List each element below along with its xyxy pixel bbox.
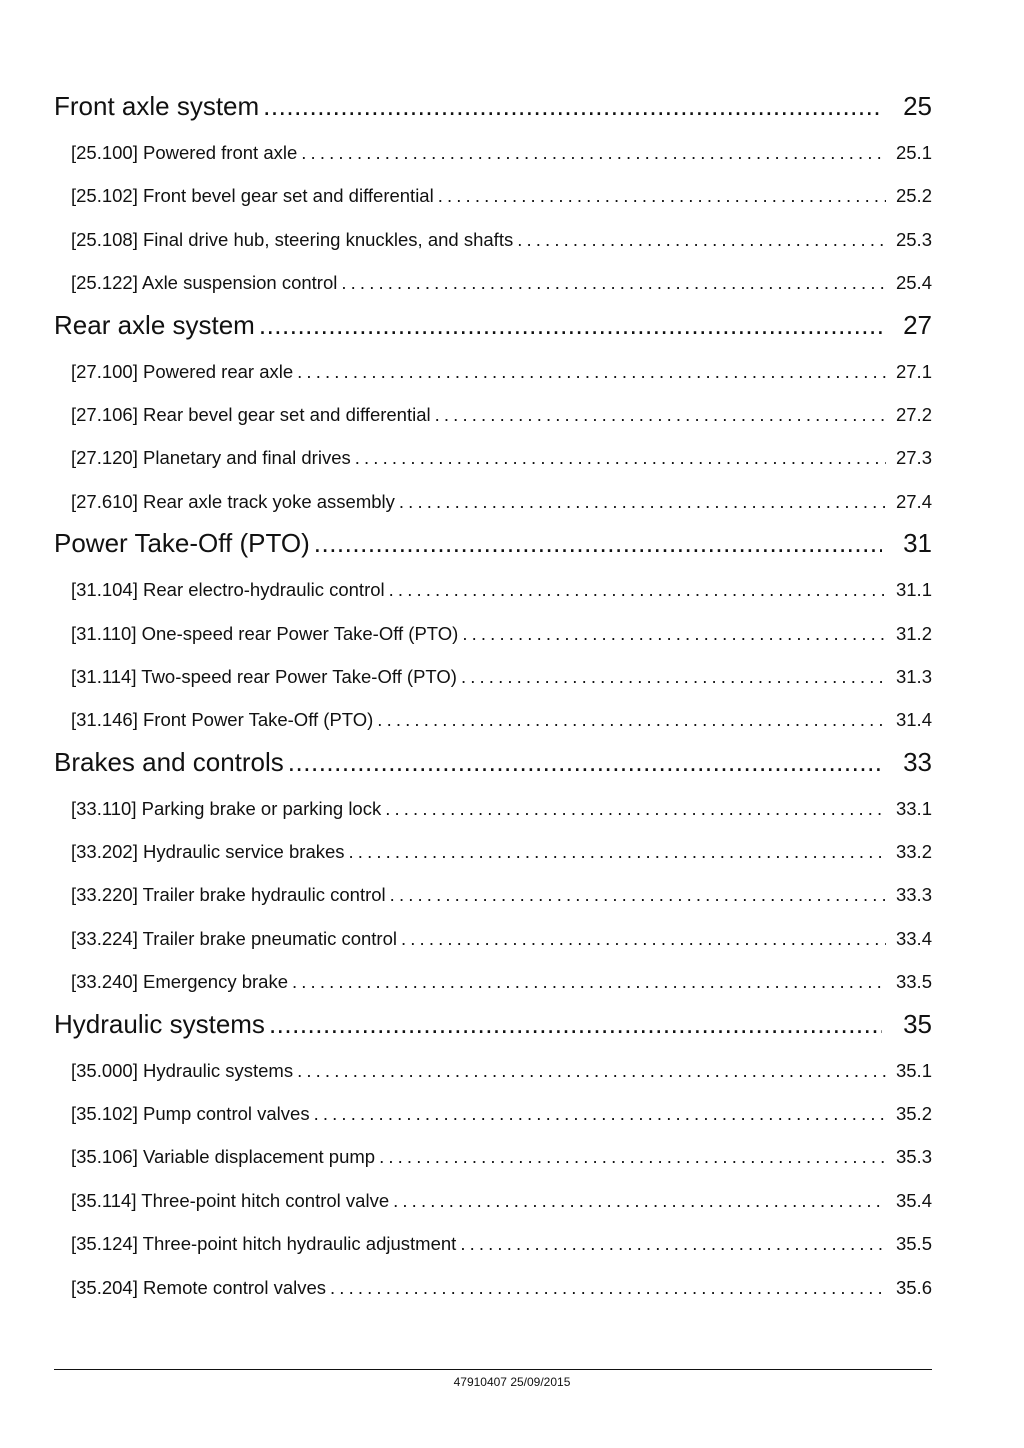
toc-item-title: [31.146] Front Power Take-Off (PTO): [71, 709, 374, 731]
toc-item-title: [27.106] Rear bevel gear set and differential: [71, 403, 431, 425]
dot-leader: [379, 1135, 886, 1178]
toc-item-entry[interactable]: [54, 174, 932, 217]
toc-section-page-number: 25: [903, 91, 932, 121]
toc-item-entry[interactable]: [54, 1222, 932, 1265]
toc-section-page-number: 31: [903, 528, 932, 559]
dot-leader: [460, 1222, 886, 1265]
toc-item-entry[interactable]: [54, 655, 932, 698]
toc-section-entry[interactable]: [54, 742, 932, 782]
toc-item-title: [35.204] Remote control valves: [71, 1276, 327, 1298]
toc-section-entry[interactable]: [54, 305, 932, 345]
toc-item-entry[interactable]: [54, 480, 932, 523]
toc-item-title: [33.220] Trailer brake hydraulic control: [71, 884, 386, 906]
toc-item-entry[interactable]: [54, 1049, 932, 1092]
toc-item-title: [25.102] Front bevel gear set and differential: [71, 185, 434, 207]
toc-item-page-number: 33.5: [895, 971, 932, 993]
toc-item-title: [31.104] Rear electro-hydraulic control: [71, 579, 385, 601]
dot-leader: [292, 960, 886, 1003]
toc-item-entry[interactable]: [54, 1266, 932, 1309]
dot-leader: [462, 612, 886, 655]
toc-item-entry[interactable]: [54, 261, 932, 304]
toc-section-title: Brakes and controls: [54, 746, 284, 777]
dot-leader: [385, 787, 886, 830]
toc-item-page-number: 35.3: [895, 1146, 932, 1168]
dot-leader: [314, 523, 882, 563]
dot-leader: [297, 1049, 886, 1092]
toc-item-entry[interactable]: [54, 393, 932, 436]
footer-divider: [54, 1369, 932, 1370]
toc-section-title: Front axle system: [54, 91, 260, 121]
table-of-contents: [54, 86, 932, 1309]
toc-item-entry[interactable]: [54, 1092, 932, 1135]
dot-leader: [401, 917, 886, 960]
toc-section-page-number: 35: [903, 1008, 932, 1039]
dot-leader: [341, 261, 886, 304]
toc-item-title: [31.110] One-speed rear Power Take-Off (PTO): [71, 622, 459, 644]
toc-item-entry[interactable]: [54, 350, 932, 393]
toc-item-page-number: 27.3: [895, 447, 932, 469]
dot-leader: [461, 655, 886, 698]
toc-item-page-number: 25.3: [895, 228, 932, 250]
footer-document-id: 47910407 25/09/2015: [453, 1375, 571, 1389]
dot-leader: [330, 1266, 886, 1309]
toc-section-entry[interactable]: [54, 1004, 932, 1044]
toc-item-entry[interactable]: [54, 568, 932, 611]
toc-item-page-number: 27.2: [895, 403, 932, 425]
toc-item-page-number: 25.4: [895, 272, 932, 294]
toc-item-entry[interactable]: [54, 917, 932, 960]
dot-leader: [297, 350, 886, 393]
toc-section-entry[interactable]: [54, 86, 932, 126]
toc-item-page-number: 33.3: [895, 884, 932, 906]
toc-item-entry[interactable]: [54, 830, 932, 873]
toc-item-entry[interactable]: [54, 873, 932, 916]
toc-item-page-number: 31.2: [895, 622, 932, 644]
toc-item-title: [31.114] Two-speed rear Power Take-Off (PTO): [71, 665, 457, 687]
dot-leader: [269, 1004, 882, 1044]
toc-item-page-number: 35.1: [895, 1059, 932, 1081]
toc-item-title: [35.102] Pump control valves: [71, 1103, 310, 1125]
toc-item-page-number: 31.4: [895, 709, 932, 731]
toc-item-page-number: 33.2: [895, 841, 932, 863]
toc-section-title: Power Take-Off (PTO): [54, 528, 310, 559]
dot-leader: [314, 1092, 886, 1135]
toc-item-page-number: 35.5: [895, 1233, 932, 1255]
dot-leader: [393, 1179, 886, 1222]
dot-leader: [377, 698, 886, 741]
toc-item-title: [35.124] Three-point hitch hydraulic adjustment: [71, 1233, 457, 1255]
toc-section-page-number: 33: [903, 746, 932, 777]
toc-item-page-number: 35.2: [895, 1103, 932, 1125]
toc-item-page-number: 35.4: [895, 1189, 932, 1211]
toc-item-entry[interactable]: [54, 960, 932, 1003]
toc-item-entry[interactable]: [54, 131, 932, 174]
toc-item-entry[interactable]: [54, 787, 932, 830]
toc-item-entry[interactable]: [54, 436, 932, 479]
dot-leader: [263, 86, 882, 126]
toc-item-title: [35.114] Three-point hitch control valve: [71, 1189, 390, 1211]
toc-item-page-number: 31.1: [895, 579, 932, 601]
dot-leader: [288, 742, 882, 782]
toc-item-page-number: 27.4: [895, 490, 932, 512]
toc-item-title: [33.110] Parking brake or parking lock: [71, 797, 382, 819]
dot-leader: [517, 218, 886, 261]
toc-item-page-number: 27.1: [895, 360, 932, 382]
toc-item-title: [33.202] Hydraulic service brakes: [71, 841, 345, 863]
toc-item-page-number: 25.2: [895, 185, 932, 207]
dot-leader: [349, 830, 886, 873]
dot-leader: [389, 568, 886, 611]
toc-section-title: Hydraulic systems: [54, 1008, 265, 1039]
toc-section-entry[interactable]: [54, 523, 932, 563]
toc-item-entry[interactable]: [54, 218, 932, 261]
toc-item-title: [27.100] Powered rear axle: [71, 360, 294, 382]
dot-leader: [399, 480, 886, 523]
dot-leader: [435, 393, 886, 436]
toc-item-page-number: 33.1: [895, 797, 932, 819]
toc-item-title: [35.000] Hydraulic systems: [71, 1059, 294, 1081]
toc-item-title: [25.100] Powered front axle: [71, 142, 298, 163]
toc-section-page-number: 27: [903, 309, 932, 340]
dot-leader: [301, 131, 886, 174]
dot-leader: [390, 873, 886, 916]
toc-item-entry[interactable]: [54, 612, 932, 655]
toc-item-page-number: 31.3: [895, 665, 932, 687]
toc-item-entry[interactable]: [54, 1179, 932, 1222]
toc-item-title: [33.224] Trailer brake pneumatic control: [71, 927, 397, 949]
toc-item-page-number: 25.1: [895, 142, 932, 163]
toc-item-title: [25.108] Final drive hub, steering knuckles, and shafts: [71, 228, 514, 250]
dot-leader: [438, 174, 886, 217]
toc-item-title: [35.106] Variable displacement pump: [71, 1146, 376, 1168]
toc-item-title: [33.240] Emergency brake: [71, 971, 288, 993]
toc-item-title: [25.122] Axle suspension control: [71, 272, 338, 294]
toc-section-title: Rear axle system: [54, 309, 255, 340]
toc-item-page-number: 35.6: [895, 1276, 932, 1298]
toc-item-entry[interactable]: [54, 698, 932, 741]
toc-item-title: [27.610] Rear axle track yoke assembly: [71, 490, 395, 512]
toc-item-page-number: 33.4: [895, 927, 932, 949]
dot-leader: [259, 305, 882, 345]
toc-item-entry[interactable]: [54, 1135, 932, 1178]
toc-item-title: [27.120] Planetary and final drives: [71, 447, 351, 469]
dot-leader: [355, 436, 886, 479]
